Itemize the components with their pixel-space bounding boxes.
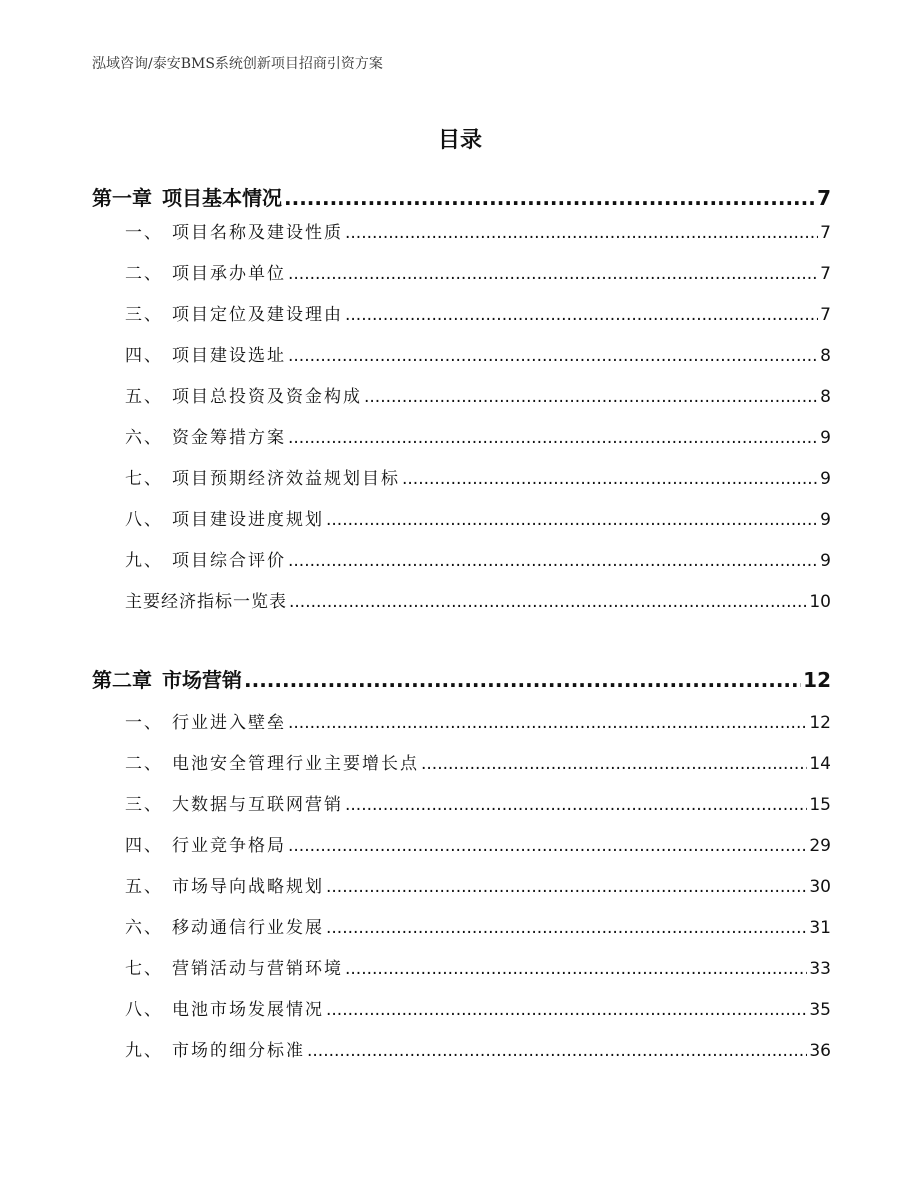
toc-section-entry[interactable] — [92, 749, 831, 774]
toc-page-number: 10 — [809, 592, 831, 612]
dot-leader — [345, 305, 818, 325]
toc-entry-text: 移动通信行业发展 — [172, 918, 324, 938]
toc-section-entry[interactable] — [92, 218, 831, 243]
dot-leader — [289, 592, 807, 612]
toc-page-number: 35 — [809, 1000, 831, 1020]
toc-entry-text: 电池安全管理行业主要增长点 — [172, 754, 419, 774]
toc-entry-text: 项目综合评价 — [172, 551, 286, 571]
toc-entry-label — [92, 587, 287, 612]
toc-page-number: 31 — [809, 918, 831, 938]
toc-chapter-entry[interactable] — [92, 182, 831, 211]
toc-entry-number: 八、 — [125, 510, 163, 530]
dot-leader — [288, 428, 818, 448]
toc-entry-number: 第二章 — [92, 668, 152, 692]
dot-leader — [284, 186, 815, 210]
toc-entry-label — [92, 831, 286, 856]
toc-entry-label — [92, 546, 286, 571]
toc-entry-number: 七、 — [125, 959, 163, 979]
toc-section-entry[interactable] — [92, 708, 831, 733]
toc-entry-text: 市场的细分标准 — [172, 1041, 305, 1061]
toc-entry-text: 项目承办单位 — [172, 264, 286, 284]
toc-entry-text: 电池市场发展情况 — [172, 1000, 324, 1020]
toc-section-entry[interactable] — [92, 505, 831, 530]
toc-entry-text: 大数据与互联网营销 — [172, 795, 343, 815]
toc-page-number: 8 — [820, 346, 831, 366]
toc-entry-label — [92, 708, 286, 733]
toc-entry-number: 九、 — [125, 1041, 163, 1061]
toc-entry-text: 市场营销 — [162, 668, 242, 692]
toc-section-entry[interactable] — [92, 872, 831, 897]
toc-page-number: 9 — [820, 428, 831, 448]
toc-section-entry[interactable] — [92, 790, 831, 815]
dot-leader — [364, 387, 818, 407]
toc-entry-text: 主要经济指标一览表 — [125, 592, 287, 612]
toc-page-number: 7 — [820, 305, 831, 325]
toc-section-entry[interactable] — [92, 546, 831, 571]
toc-entry-number: 六、 — [125, 428, 163, 448]
dot-leader — [288, 346, 818, 366]
dot-leader — [421, 754, 807, 774]
toc-page-number: 15 — [809, 795, 831, 815]
toc-entry-label — [92, 182, 282, 211]
toc-section-entry[interactable] — [92, 913, 831, 938]
toc-entry-number: 一、 — [125, 223, 163, 243]
dot-leader — [326, 877, 807, 897]
toc-section-entry[interactable] — [92, 464, 831, 489]
toc-entry-label — [92, 382, 362, 407]
toc-entry-text: 项目建设进度规划 — [172, 510, 324, 530]
dot-leader — [288, 836, 807, 856]
toc-section-entry[interactable] — [92, 341, 831, 366]
dot-leader — [288, 264, 818, 284]
toc-entry-label — [92, 790, 343, 815]
toc-section-entry[interactable] — [92, 831, 831, 856]
toc-entry-label — [92, 872, 324, 897]
toc-entry-label — [92, 749, 419, 774]
toc-page-number: 12 — [809, 713, 831, 733]
toc-entry-label — [92, 505, 324, 530]
toc-page-number: 8 — [820, 387, 831, 407]
toc-page-number: 30 — [809, 877, 831, 897]
toc-entry-text: 项目定位及建设理由 — [172, 305, 343, 325]
toc-section-entry[interactable] — [92, 382, 831, 407]
toc-entry-number: 九、 — [125, 551, 163, 571]
toc-entry-label — [92, 259, 286, 284]
toc-page-number: 9 — [820, 510, 831, 530]
toc-entry-label — [92, 300, 343, 325]
toc-entry-number: 八、 — [125, 1000, 163, 1020]
toc-entry-text: 项目建设选址 — [172, 346, 286, 366]
dot-leader — [307, 1041, 807, 1061]
toc-entry-label — [92, 913, 324, 938]
dot-leader — [345, 959, 807, 979]
toc-entry-text: 项目总投资及资金构成 — [172, 387, 362, 407]
toc-section-entry[interactable] — [92, 300, 831, 325]
toc-entry-number: 三、 — [125, 305, 163, 325]
toc-page-number: 9 — [820, 551, 831, 571]
toc-section-entry[interactable] — [92, 954, 831, 979]
toc-entry-number: 二、 — [125, 754, 163, 774]
toc-entry-label — [92, 341, 286, 366]
toc-entry-number: 六、 — [125, 918, 163, 938]
toc-page-number: 7 — [820, 223, 831, 243]
dot-leader — [326, 1000, 807, 1020]
dot-leader — [402, 469, 818, 489]
dot-leader — [288, 713, 807, 733]
toc-page-number: 7 — [817, 186, 831, 210]
toc-section-entry[interactable] — [92, 587, 831, 612]
toc-entry-label — [92, 218, 343, 243]
toc-entry-number: 一、 — [125, 713, 163, 733]
toc-page-number: 12 — [803, 668, 831, 692]
running-header: 泓域咨询/泰安BMS系统创新项目招商引资方案 — [92, 56, 383, 72]
toc-entry-label — [92, 464, 400, 489]
toc-entry-text: 项目预期经济效益规划目标 — [172, 469, 400, 489]
toc-entry-label — [92, 423, 286, 448]
toc-section-entry[interactable] — [92, 995, 831, 1020]
toc-chapter-entry[interactable] — [92, 664, 831, 693]
toc-page-number: 9 — [820, 469, 831, 489]
toc-entry-number: 第一章 — [92, 186, 152, 210]
toc-entry-text: 行业竞争格局 — [172, 836, 286, 856]
toc-section-entry[interactable] — [92, 1036, 831, 1061]
toc-entry-number: 三、 — [125, 795, 163, 815]
toc-entry-text: 市场导向战略规划 — [172, 877, 324, 897]
toc-entry-text: 资金筹措方案 — [172, 428, 286, 448]
toc-entry-number: 二、 — [125, 264, 163, 284]
toc-entry-text: 项目基本情况 — [162, 186, 282, 210]
toc-entry-number: 四、 — [125, 836, 163, 856]
toc-entry-label — [92, 995, 324, 1020]
toc-section-entry[interactable] — [92, 259, 831, 284]
toc-title: 目录 — [437, 128, 482, 153]
toc-page-number: 7 — [820, 264, 831, 284]
dot-leader — [326, 918, 807, 938]
dot-leader — [345, 795, 807, 815]
toc-page-number: 29 — [809, 836, 831, 856]
toc-entry-number: 四、 — [125, 346, 163, 366]
dot-leader — [288, 551, 818, 571]
toc-entry-label — [92, 954, 343, 979]
toc-page-number: 36 — [809, 1041, 831, 1061]
toc-page-number: 33 — [809, 959, 831, 979]
toc-entry-text: 项目名称及建设性质 — [172, 223, 343, 243]
dot-leader — [244, 668, 801, 692]
toc-section-entry[interactable] — [92, 423, 831, 448]
toc-entry-text: 行业进入壁垒 — [172, 713, 286, 733]
toc-entry-number: 五、 — [125, 387, 163, 407]
dot-leader — [326, 510, 818, 530]
toc-entry-number: 七、 — [125, 469, 163, 489]
toc-entry-text: 营销活动与营销环境 — [172, 959, 343, 979]
toc-page-number: 14 — [809, 754, 831, 774]
toc-entry-label — [92, 664, 242, 693]
toc-entry-label — [92, 1036, 305, 1061]
dot-leader — [345, 223, 818, 243]
toc-entry-number: 五、 — [125, 877, 163, 897]
